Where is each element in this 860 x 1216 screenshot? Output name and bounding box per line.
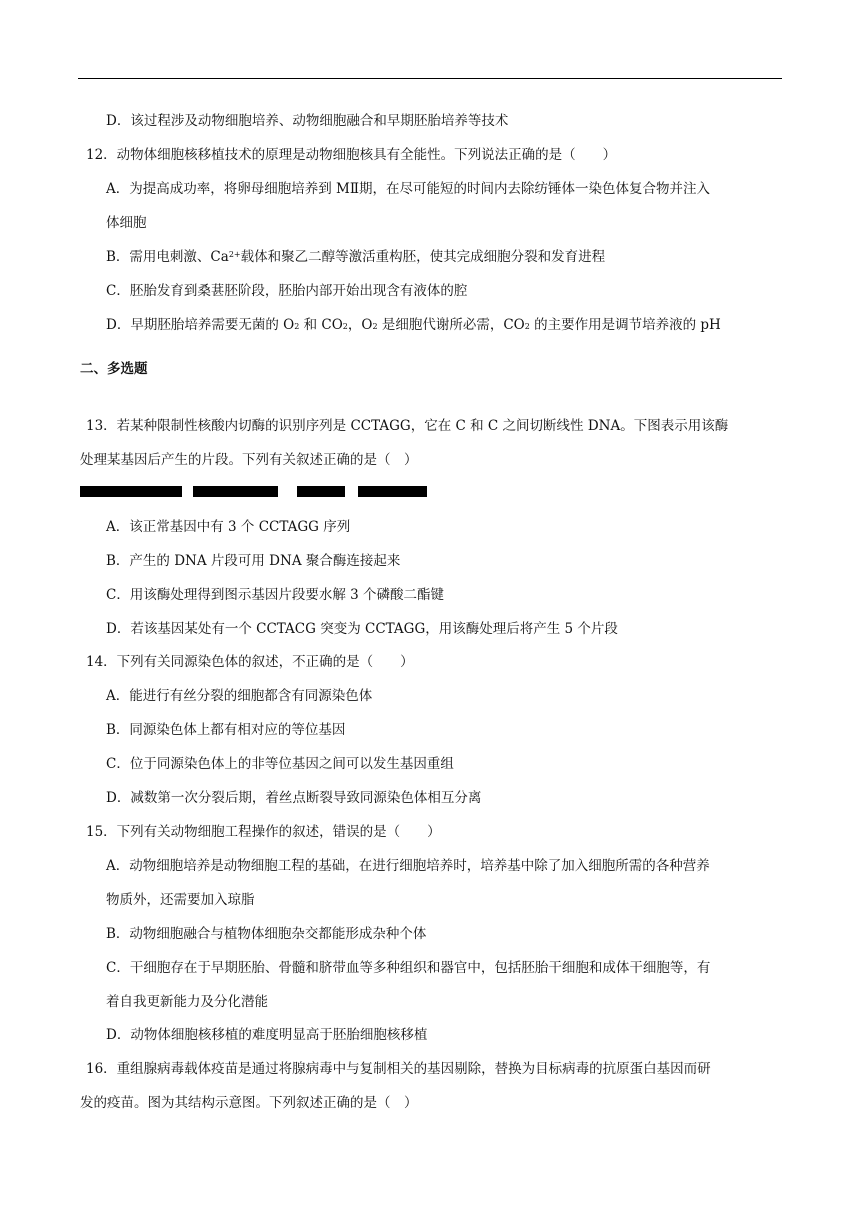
- dna-fragment-2: [193, 486, 278, 497]
- dna-fragment-1: [80, 486, 182, 497]
- q12-option-a-cont: 体细胞: [106, 215, 147, 231]
- q12-option-d: D．早期胚胎培养需要无菌的 $O_2$ 和 $CO_2$，$O_2$ 是细胞代谢所必需，$CO_2$ 的主要作用是调节培养液的 pH: [106, 317, 721, 333]
- q16-stem: 16．重组腺病毒载体疫苗是通过将腺病毒中与复制相关的基因剔除，替换为目标病毒的抗原蛋白基因而研: [86, 1061, 711, 1077]
- q14-option-a: A．能进行有丝分裂的细胞都含有同源染色体: [106, 688, 373, 704]
- section-multiple-choice: 二、多选题: [80, 361, 148, 377]
- q15-stem: 15．下列有关动物细胞工程操作的叙述，错误的是（ ）: [86, 824, 441, 840]
- dna-fragment-3: [297, 486, 345, 497]
- q12-option-c: C．胚胎发育到桑葚胚阶段，胚胎内部开始出现含有液体的腔: [106, 283, 468, 299]
- header-rule: [78, 78, 782, 79]
- q15-option-c: C．干细胞存在于早期胚胎、骨髓和脐带血等多种组织和器官中，包括胚胎干细胞和成体干细胞等，有: [106, 960, 711, 976]
- q13-option-a: A．该正常基因中有 3 个 CCTAGG 序列: [106, 519, 351, 535]
- q13-option-d: D．若该基因某处有一个 CCTACG 突变为 CCTAGG，用该酶处理后将产生 5 个片段: [106, 621, 618, 637]
- q12-option-b: B．需用电刺激、$Ca^{2+}$载体和聚乙二醇等激活重构胚，使其完成细胞分裂和发育进程: [106, 249, 606, 265]
- q16-stem-cont: 发的疫苗。图为其结构示意图。下列叙述正确的是（ ）: [80, 1095, 418, 1111]
- q15-option-a: A．动物细胞培养是动物细胞工程的基础，在进行细胞培养时，培养基中除了加入细胞所需的各种营养: [106, 858, 710, 874]
- dna-fragment-4: [358, 486, 427, 497]
- q15-option-a-cont: 物质外，还需要加入琼脂: [106, 892, 255, 908]
- q15-option-b: B．动物细胞融合与植物体细胞杂交都能形成杂种个体: [106, 926, 427, 942]
- q12-option-a: A．为提高成功率，将卵母细胞培养到 MⅡ期，在尽可能短的时间内去除纺锤体一染色体复合物并注入: [106, 181, 711, 197]
- q14-stem: 14．下列有关同源染色体的叙述，不正确的是（ ）: [86, 654, 414, 670]
- q13-option-b: B．产生的 DNA 片段可用 DNA 聚合酶连接起来: [106, 553, 401, 569]
- q13-stem-cont: 处理某基因后产生的片段。下列有关叙述正确的是（ ）: [80, 452, 418, 468]
- q15-option-c-cont: 着自我更新能力及分化潜能: [106, 994, 268, 1010]
- q13-stem: 13．若某种限制性核酸内切酶的识别序列是 CCTAGG，它在 C 和 C 之间切断线性 DNA。下图表示用该酶: [86, 418, 729, 434]
- q11-option-d: D．该过程涉及动物细胞培养、动物细胞融合和早期胚胎培养等技术: [106, 113, 509, 129]
- q15-option-d: D．动物体细胞核移植的难度明显高于胚胎细胞核移植: [106, 1027, 428, 1043]
- q13-option-c: C．用该酶处理得到图示基因片段要水解 3 个磷酸二酯键: [106, 587, 445, 603]
- q14-option-c: C．位于同源染色体上的非等位基因之间可以发生基因重组: [106, 756, 454, 772]
- q14-option-d: D．减数第一次分裂后期，着丝点断裂导致同源染色体相互分离: [106, 790, 482, 806]
- q14-option-b: B．同源染色体上都有相对应的等位基因: [106, 722, 346, 738]
- q12-stem: 12．动物体细胞核移植技术的原理是动物细胞核具有全能性。下列说法正确的是（ ）: [86, 147, 617, 163]
